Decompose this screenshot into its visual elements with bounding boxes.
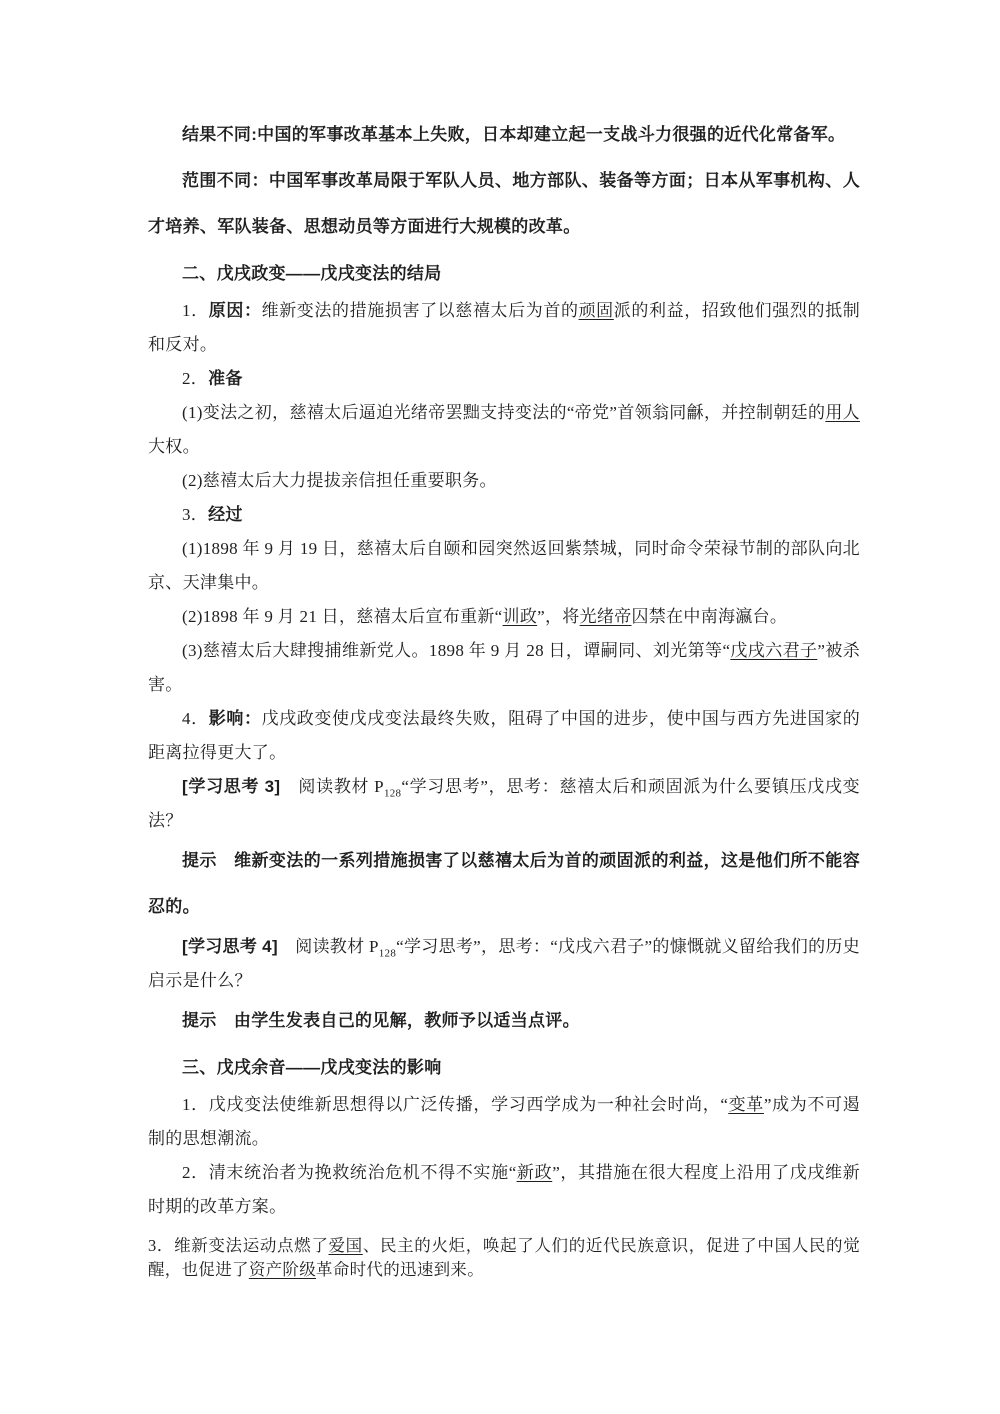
text-run: 维新变法的措施损害了以慈禧太后为首的 bbox=[261, 301, 579, 320]
bold-label: [学习思考 4] bbox=[182, 937, 278, 956]
influence-item-1 bbox=[148, 1088, 860, 1156]
process-heading-paragraph bbox=[148, 498, 860, 532]
prepare-item-2 bbox=[148, 464, 860, 498]
text-run: “学习思考”，思考：慈禧太后和顽固派为什么要镇压戊戌变法？ bbox=[148, 777, 860, 830]
bold-label: 准备 bbox=[208, 369, 243, 388]
text-run: 3． bbox=[182, 505, 209, 524]
text-run: ”被杀害。 bbox=[148, 641, 861, 694]
underlined-term: 用人 bbox=[825, 403, 860, 422]
text-run: 范围不同：中国军事改革局限于军队人员、地方部队、装备等方面；日本从军事机构、人才培养、军队装备、思想动员等方面进行大规模的改革。 bbox=[148, 171, 860, 236]
underlined-term: 资产阶级 bbox=[248, 1260, 317, 1279]
bold-label: 经过 bbox=[208, 505, 243, 524]
text-run: (1)1898 年 9 月 19 日，慈禧太后自颐和园突然返回紫禁城，同时命令荣禄节制的部队向北京、天津集中。 bbox=[148, 539, 860, 592]
text-run: 1．戊戌变法使维新思想得以广泛传播，学习西学成为一种社会时尚，“ bbox=[182, 1095, 729, 1114]
text-run: 提示 维新变法的一系列措施损害了以慈禧太后为首的顽固派的利益，这是他们所不能容忍的。 bbox=[148, 851, 860, 916]
document-content bbox=[148, 112, 860, 1282]
study-question-4 bbox=[148, 930, 860, 998]
underlined-term: 戊戌六君子 bbox=[730, 641, 818, 660]
underlined-term: 变革 bbox=[728, 1095, 764, 1114]
section-3-heading bbox=[148, 1050, 860, 1086]
bold-label: 影响： bbox=[208, 709, 262, 728]
text-run: 4． bbox=[182, 709, 209, 728]
study-question-3 bbox=[148, 770, 860, 838]
cause-paragraph bbox=[148, 294, 860, 362]
compare-result-paragraph bbox=[148, 112, 860, 158]
hint-4 bbox=[148, 998, 860, 1044]
underlined-term: 训政 bbox=[502, 607, 538, 626]
text-run: 、民主的火炬，唤起了人们的近代民族意识，促进了中国人民的觉醒，也促进了 bbox=[148, 1236, 860, 1279]
subscript-number: 128 bbox=[383, 787, 402, 800]
underlined-term: 顽固 bbox=[578, 301, 614, 320]
text-run: ”，将 bbox=[537, 607, 580, 626]
text-run: ”，其措施在很大程度上沿用了戊戌维新时期的改革方案。 bbox=[148, 1163, 861, 1216]
text-run: 结果不同:中国的军事改革基本上失败，日本却建立起一支战斗力很强的近代化常备军。 bbox=[182, 125, 846, 144]
process-item-3 bbox=[148, 634, 860, 702]
subscript-number: 128 bbox=[378, 947, 397, 960]
text-run: 提示 由学生发表自己的见解，教师予以适当点评。 bbox=[182, 1011, 580, 1030]
text-run: 2． bbox=[182, 369, 209, 388]
underlined-term: 爱国 bbox=[328, 1236, 363, 1255]
text-run: 囚禁在中南海瀛台。 bbox=[631, 607, 788, 626]
underlined-term: 光绪帝 bbox=[579, 607, 632, 626]
hint-3 bbox=[148, 838, 860, 930]
text-run: “学习思考”，思考：“戊戌六君子”的慷慨就义留给我们的历史启示是什么？ bbox=[148, 937, 861, 990]
text-run: ”成为不可遏制的思想潮流。 bbox=[148, 1095, 860, 1148]
text-run: 阅读教材 P bbox=[280, 777, 384, 796]
text-run: 革命时代的迅速到来。 bbox=[316, 1260, 485, 1279]
text-run: 1． bbox=[182, 301, 209, 320]
text-run: 派的利益，招致他们强烈的抵制和反对。 bbox=[148, 301, 861, 354]
text-run: 3．维新变法运动点燃了 bbox=[148, 1236, 329, 1255]
compare-scope-paragraph bbox=[148, 158, 860, 250]
text-run: (2)1898 年 9 月 21 日，慈禧太后宣布重新“ bbox=[182, 607, 503, 626]
prepare-item-1 bbox=[148, 396, 860, 464]
text-run: 戊戌政变使戊戌变法最终失败，阻碍了中国的进步，使中国与西方先进国家的距离拉得更大了。 bbox=[148, 709, 861, 762]
underlined-term: 新政 bbox=[516, 1163, 553, 1182]
text-run: (3)慈禧太后大肆搜捕维新党人。1898 年 9 月 28 日，谭嗣同、刘光第等“ bbox=[182, 641, 731, 660]
influence-item-3 bbox=[148, 1234, 860, 1282]
bold-label: 原因： bbox=[208, 301, 262, 320]
text-run: 三、戊戌余音——戊戌变法的影响 bbox=[182, 1058, 442, 1077]
text-run: 大权。 bbox=[148, 437, 200, 456]
prepare-heading-paragraph bbox=[148, 362, 860, 396]
influence-item-2 bbox=[148, 1156, 860, 1224]
process-item-2 bbox=[148, 600, 860, 634]
bold-label: [学习思考 3] bbox=[182, 777, 281, 796]
text-run: (1)变法之初，慈禧太后逼迫光绪帝罢黜支持变法的“帝党”首领翁同龢，并控制朝廷的 bbox=[182, 403, 826, 422]
section-2-heading bbox=[148, 256, 860, 292]
process-item-1 bbox=[148, 532, 860, 600]
text-run: 2．清末统治者为挽救统治危机不得不实施“ bbox=[182, 1163, 517, 1182]
impact-paragraph bbox=[148, 702, 860, 770]
text-run: (2)慈禧太后大力提拔亲信担任重要职务。 bbox=[182, 471, 497, 490]
text-run: 阅读教材 P bbox=[277, 937, 379, 956]
text-run: 二、戊戌政变——戊戌变法的结局 bbox=[182, 264, 442, 283]
